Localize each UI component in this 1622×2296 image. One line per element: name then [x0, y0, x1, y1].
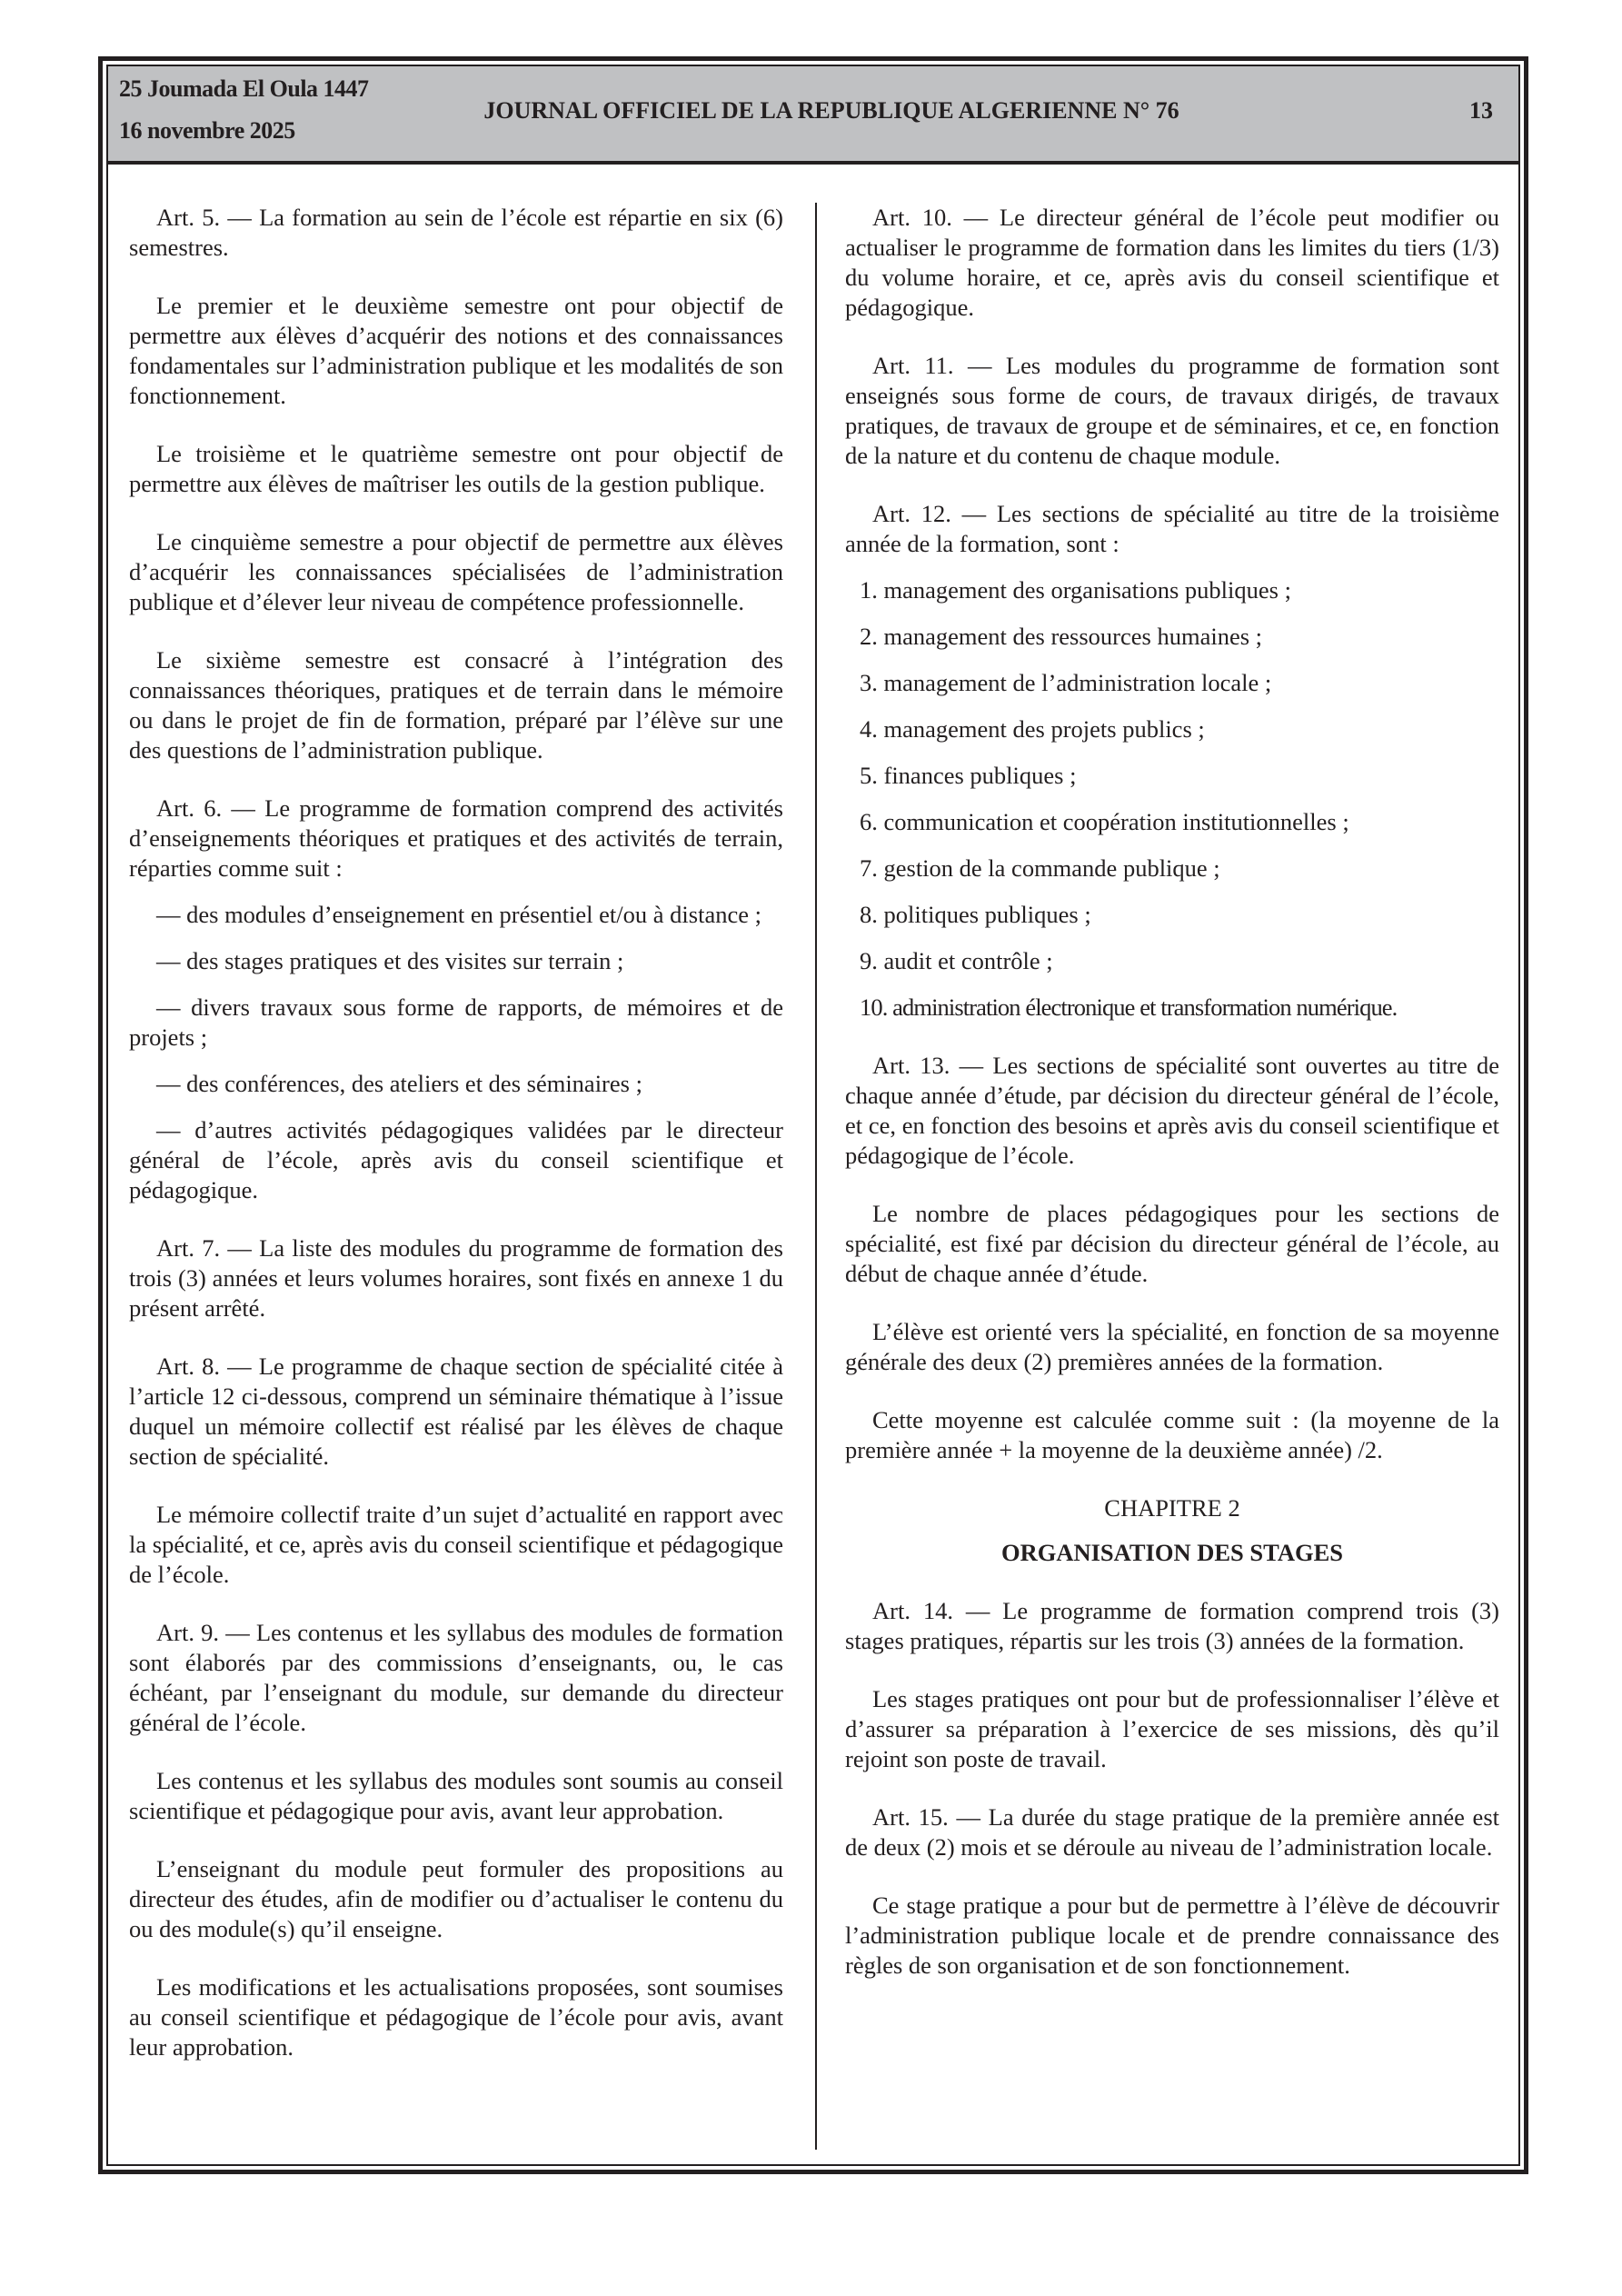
paragraph: L’enseignant du module peut formuler des propositions au directeur des études, afin de modifier ou d’actualiser le contenu du ou des module(s) qu’il enseigne. [129, 1855, 783, 1942]
left-column [129, 203, 783, 2091]
column-divider [815, 203, 817, 2150]
section-item: 9. audit et contrôle ; [860, 947, 1053, 974]
art-12: Art. 12. — Les sections de spécialité au titre de la troisième année de la formation, sont : [845, 500, 1499, 557]
journal-title: JOURNAL OFFICIEL DE LA REPUBLIQUE ALGERIENNE N° 76 [483, 97, 1179, 124]
chapter-title: ORGANISATION DES STAGES [1000, 1539, 1343, 1566]
art-8: Art. 8. — Le programme de chaque section de spécialité citée à l’article 12 ci-dessous, comprend un séminaire thématique à l’issue duquel un mémoire collectif est réalisé par les élèves de chaque section de spécialité. [129, 1353, 783, 1470]
paragraph: Le premier et le deuxième semestre ont pour objectif de permettre aux élèves d’acquérir des notions et des connaissances fondamentales sur l’administration publique et les modalités de son fonctionnement. [129, 292, 783, 409]
paragraph: Ce stage pratique a pour but de permettre à l’élève de découvrir l’administration publique locale et de prendre connaissance des règles de son organisation et de son fonctionnement. [845, 1892, 1499, 1979]
section-item: 1. management des organisations publiques ; [860, 576, 1291, 604]
art-6: Art. 6. — Le programme de formation comprend des activités d’enseignements théoriques et pratiques et des activités de terrain, réparties comme suit : [129, 794, 783, 882]
list-item: — d’autres activités pédagogiques validées par le directeur général de l’école, après avis du conseil scientifique et pédagogique. [129, 1116, 783, 1203]
section-item: 2. management des ressources humaines ; [860, 623, 1263, 650]
section-item: 6. communication et coopération institutionnelles ; [860, 808, 1349, 835]
art-11: Art. 11. — Les modules du programme de formation sont enseignés sous forme de cours, de travaux dirigés, de travaux pratiques, de travaux de groupe et de séminaires, et ce, en fonction de la nature et du contenu de chaque module. [845, 352, 1499, 469]
page-number: 13 [1469, 97, 1493, 124]
art-7: Art. 7. — La liste des modules du programme de formation des trois (3) années et leurs volumes horaires, sont fixés en annexe 1 du présent arrêté. [129, 1234, 783, 1322]
paragraph: Les contenus et les syllabus des modules sont soumis au conseil scientifique et pédagogique pour avis, avant leur approbation. [129, 1767, 783, 1824]
paragraph: Le troisième et le quatrième semestre ont pour objectif de permettre aux élèves de maîtriser les outils de la gestion publique. [129, 440, 783, 497]
gregorian-date: 16 novembre 2025 [119, 117, 295, 144]
section-item: 8. politiques publiques ; [860, 901, 1091, 928]
list-item: — des conférences, des ateliers et des séminaires ; [156, 1070, 642, 1097]
section-item: 4. management des projets publics ; [860, 715, 1205, 743]
section-item: 10. administration électronique et transformation numérique. [860, 993, 1398, 1021]
paragraph: Le sixième semestre est consacré à l’intégration des connaissances théoriques, pratiques et de terrain dans le mémoire ou dans le projet de fin de formation, préparé par l’élève sur une des questions de l’administration publique. [129, 646, 783, 764]
right-column [845, 203, 1499, 2009]
art-15: Art. 15. — La durée du stage pratique de la première année est de deux (2) mois et se déroule au niveau de l’administration locale. [845, 1803, 1499, 1861]
art-10: Art. 10. — Le directeur général de l’école peut modifier ou actualiser le programme de formation dans les limites du tiers (1/3) du volume horaire, et ce, après avis du conseil scientifique et pédagogique. [845, 204, 1499, 321]
page-header [108, 66, 1518, 165]
paragraph: Le nombre de places pédagogiques pour les sections de spécialité, est fixé par décision du directeur général de l’école, au début de chaque année d’étude. [845, 1200, 1499, 1287]
list-item: — des modules d’enseignement en présentiel et/ou à distance ; [156, 901, 761, 928]
paragraph: Le mémoire collectif traite d’un sujet d’actualité en rapport avec la spécialité, et ce, après avis du conseil scientifique et pédagogique de l’école. [129, 1501, 783, 1588]
paragraph: Les stages pratiques ont pour but de professionnaliser l’élève et d’assurer sa préparation à l’exercice de ses missions, dès qu’il rejoint son poste de travail. [845, 1685, 1499, 1772]
paragraph: Le cinquième semestre a pour objectif de permettre aux élèves d’acquérir les connaissances spécialisées de l’administration publique et d’élever leur niveau de compétence professionnelle. [129, 528, 783, 615]
section-item: 7. gestion de la commande publique ; [860, 854, 1220, 882]
art-9: Art. 9. — Les contenus et les syllabus des modules de formation sont élaborés par des commissions d’enseignants, ou, le cas échéant, par l’enseignant du module, sur demande du directeur général de l’école. [129, 1619, 783, 1736]
art-14: Art. 14. — Le programme de formation comprend trois (3) stages pratiques, répartis sur les trois (3) années de la formation. [845, 1597, 1499, 1654]
section-item: 3. management de l’administration locale ; [860, 669, 1272, 696]
list-item: — des stages pratiques et des visites sur terrain ; [156, 947, 624, 974]
chapter-heading: CHAPITRE 2 [1104, 1494, 1240, 1522]
paragraph: Cette moyenne est calculée comme suit : (la moyenne de la première année + la moyenne de la deuxième année) /2. [845, 1406, 1499, 1463]
list-item: — divers travaux sous forme de rapports, de mémoires et de projets ; [129, 993, 783, 1051]
art-13: Art. 13. — Les sections de spécialité sont ouvertes au titre de chaque année d’étude, par décision du directeur général de l’école, et ce, en fonction des besoins et après avis du conseil scientifique et pédagogique de l’école. [845, 1052, 1499, 1169]
section-item: 5. finances publiques ; [860, 762, 1077, 789]
paragraph: Les modifications et les actualisations proposées, sont soumises au conseil scientifique et pédagogique de l’école pour avis, avant leur approbation. [129, 1973, 783, 2061]
art-5: Art. 5. — La formation au sein de l’école est répartie en six (6) semestres. [129, 204, 783, 261]
hijri-date: 25 Joumada El Oula 1447 [119, 75, 369, 102]
paragraph: L’élève est orienté vers la spécialité, en fonction de sa moyenne générale des deux (2) premières années de la formation. [845, 1318, 1499, 1375]
